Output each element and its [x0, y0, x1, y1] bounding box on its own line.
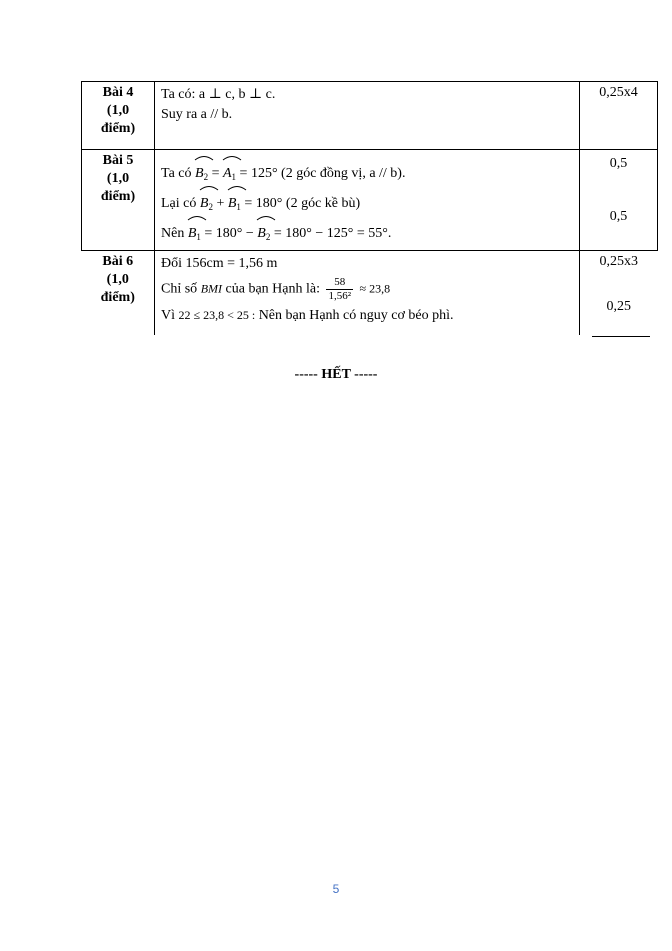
text-suffix: (2 góc kề bù) — [285, 196, 361, 211]
label-points: (1,0 — [106, 103, 130, 118]
content-line: Ta có: a ⊥ c, b ⊥ c. — [161, 87, 276, 102]
page-number: 5 — [332, 882, 340, 896]
table-row-bai5 — [82, 150, 658, 251]
answer-table — [81, 81, 658, 335]
angle-sub: 2 — [208, 202, 213, 212]
angle-letter: B — [227, 196, 237, 211]
plus-sign: + — [216, 196, 225, 211]
angle-arc-icon — [256, 213, 276, 221]
score-value: 0,5 — [609, 156, 628, 171]
equation-value: = 180° − — [204, 226, 254, 241]
text-prefix: Nên — [161, 226, 185, 241]
label-points: (1,0 — [106, 272, 129, 287]
row-label-bai6 — [82, 251, 155, 335]
angle-arc-icon — [187, 213, 207, 221]
end-marker — [0, 367, 672, 383]
angle-sub: 1 — [196, 232, 201, 242]
angle-b2 — [257, 213, 270, 252]
row-content-bai5 — [155, 150, 580, 251]
score-value: 0,25x3 — [599, 254, 638, 269]
table-row-bai6 — [82, 251, 658, 335]
label-title: Bài 4 — [102, 85, 134, 100]
angle-arc-icon — [227, 183, 247, 191]
content-line — [161, 213, 579, 243]
row-content-bai6 — [155, 251, 580, 335]
text-prefix: Chỉ số — [161, 281, 198, 297]
score-underline — [592, 336, 650, 337]
label-unit: điểm) — [100, 189, 136, 204]
angle-letter: B — [187, 226, 197, 241]
content-line: Đổi 156cm = 1,56 m — [161, 256, 278, 271]
equation-value: = 180° — [244, 196, 283, 211]
label-points: (1,0 — [106, 171, 130, 186]
label-title: Bài 6 — [102, 254, 134, 269]
row-score-bai6 — [580, 251, 658, 335]
row-label-bai4 — [82, 82, 155, 150]
angle-sub: 2 — [265, 232, 271, 242]
bmi-symbol: BMI — [200, 281, 223, 296]
text-suffix: Nên bạn Hạnh có nguy cơ béo phì. — [258, 308, 454, 323]
inequality: 22 ≤ 23,8 < 25 : — [178, 308, 256, 322]
end-text: ----- HẾT ----- — [294, 367, 378, 382]
fraction-denominator: 1,56² — [328, 290, 352, 302]
text-mid: của bạn Hạnh là: — [225, 281, 320, 297]
label-unit: điểm) — [100, 290, 135, 305]
equation-value: = 125° — [239, 166, 278, 181]
content-line: Suy ra a // b. — [161, 107, 233, 122]
content-line — [161, 153, 579, 183]
row-score-bai4 — [580, 82, 658, 150]
text-suffix: (2 góc đồng vị, a // b). — [281, 166, 406, 181]
angle-letter: B — [195, 166, 204, 181]
text-prefix: Ta có — [161, 166, 192, 181]
equation-value: = 180° − 125° = 55°. — [273, 226, 392, 241]
angle-sub: 2 — [203, 172, 209, 182]
angle-arc-icon — [194, 153, 214, 161]
row-label-bai5 — [82, 150, 155, 251]
angle-arc-icon — [222, 153, 242, 161]
content-line — [161, 305, 579, 326]
row-content-bai4 — [155, 82, 580, 150]
equals-sign: = — [211, 166, 220, 181]
angle-letter: B — [257, 226, 266, 241]
angle-letter: A — [222, 166, 232, 181]
score-value: 0,25x4 — [599, 85, 638, 100]
fraction-numerator: 58 — [326, 276, 353, 290]
text-prefix: Lại có — [161, 196, 197, 211]
table-row-bai4 — [82, 82, 658, 150]
text-prefix: Vì — [161, 308, 175, 323]
angle-b1 — [228, 183, 241, 222]
angle-letter: B — [199, 196, 209, 211]
content-line — [161, 276, 579, 303]
angle-sub: 1 — [236, 202, 241, 212]
approx-value: ≈ 23,8 — [359, 281, 391, 296]
angle-sub: 1 — [231, 172, 237, 182]
label-title: Bài 5 — [102, 153, 134, 168]
bmi-fraction — [326, 276, 353, 303]
angle-arc-icon — [199, 183, 219, 191]
score-value: 0,5 — [609, 209, 628, 224]
angle-b1 — [188, 213, 201, 252]
row-score-bai5 — [580, 150, 658, 251]
score-value: 0,25 — [606, 299, 631, 314]
label-unit: điểm) — [100, 121, 136, 136]
